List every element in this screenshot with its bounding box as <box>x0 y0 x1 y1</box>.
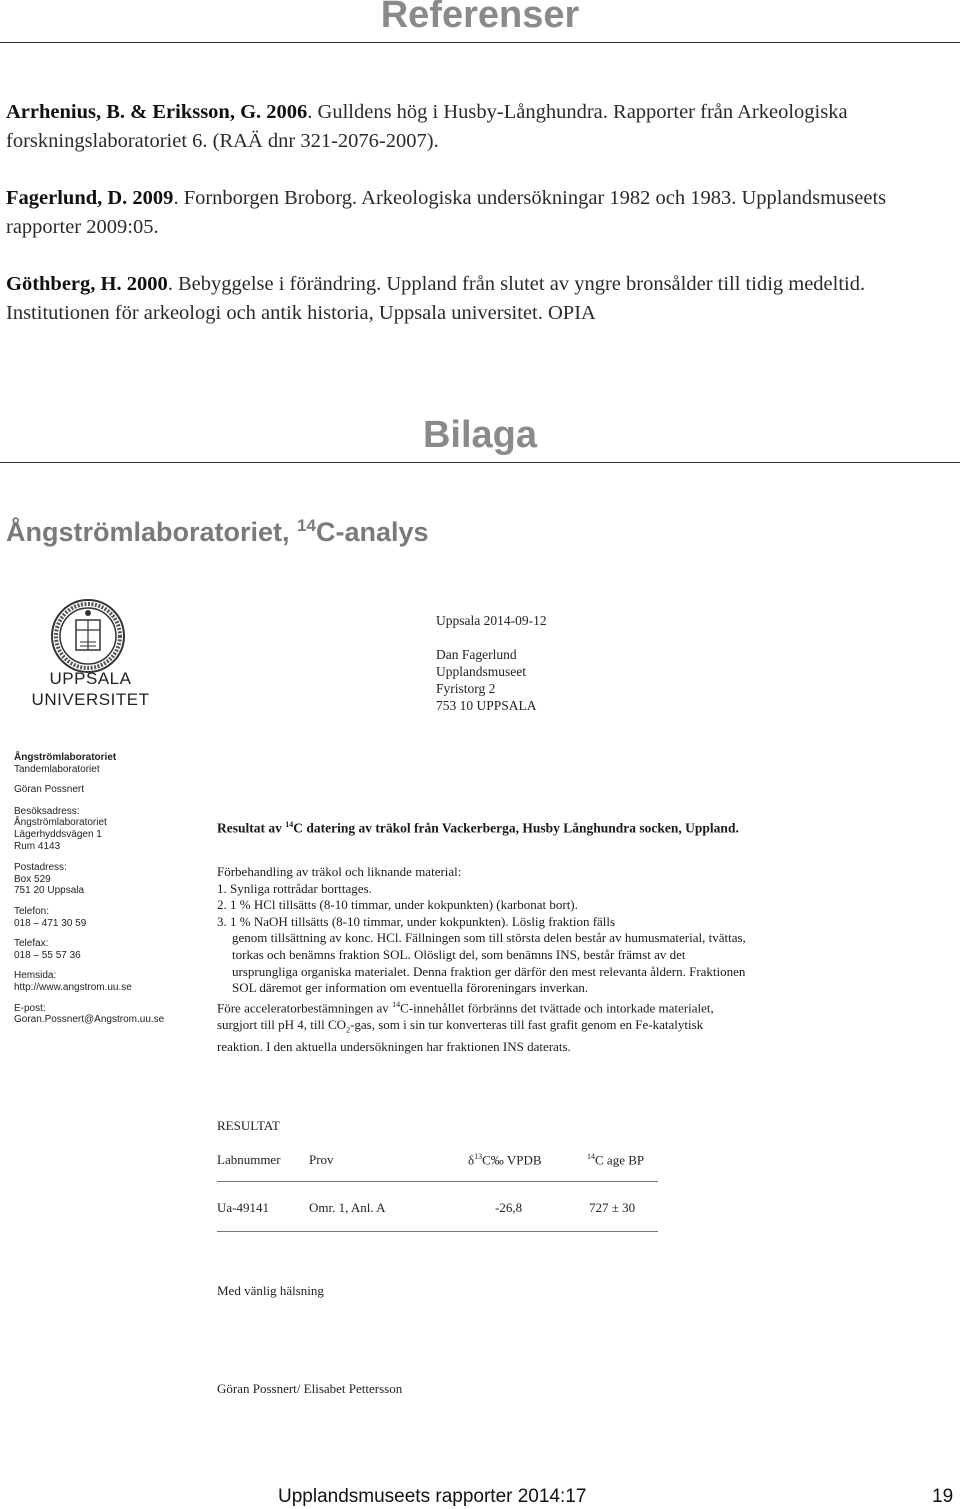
header-labnumber: Labnummer <box>217 1152 281 1167</box>
reference-author: Arrhenius, B. & Eriksson, G. 2006 <box>6 101 308 123</box>
delta-unit: C‰ VPDB <box>482 1152 542 1168</box>
delta-symbol: δ <box>468 1152 475 1168</box>
treatment-text <box>217 864 747 1055</box>
references-title: Referenser <box>380 0 580 36</box>
reference-list <box>6 98 951 356</box>
treatment-step: 1. Synliga rottrådar borttages. <box>217 880 372 896</box>
phone-number: 018 – 471 30 59 <box>14 917 87 929</box>
cell-delta: -26,8 <box>495 1200 523 1215</box>
recipient-line: Upplandsmuseet <box>436 664 526 679</box>
result-title <box>217 816 747 837</box>
university-line: UNIVERSITET <box>31 690 150 709</box>
combustion-sub: 2 <box>346 1025 351 1035</box>
reference-item <box>6 270 951 328</box>
fax-number: 018 – 55 57 36 <box>14 949 81 961</box>
letter-signers: Göran Possnert/ Elisabet Pettersson <box>217 1381 403 1396</box>
phone-label: Telefon: <box>14 905 50 917</box>
treatment-step: 3. 1 % NaOH tillsätts (8-10 timmar, under kokpunkten). Löslig fraktion fälls <box>217 913 616 929</box>
post-line: Box 529 <box>14 873 51 885</box>
university-line: UPPSALA <box>49 669 132 688</box>
recipient-address <box>436 646 537 714</box>
combustion-pre: Före acceleratorbestämningen av <box>217 1000 393 1016</box>
reference-item <box>6 98 951 156</box>
post-line: 751 20 Uppsala <box>14 885 85 897</box>
letter-closing: Med vänlig hälsning <box>217 1283 324 1298</box>
reference-author: Fagerlund, D. 2009 <box>6 187 174 209</box>
reference-item <box>6 184 951 242</box>
treatment-step-continuation: genom tillsättning av konc. HCl. Fällningen som till största delen består av humusmaterial, tvättas, torkas och benämns fraktion SOL. Olösligt del, som benämns INS, består främst av det ursprungliga organiska materialet. Denna fraktion ger därför den mest relevanta åldern. Fraktionen SOL däremot ger information om eventuella föroreningars inverkan. <box>232 930 746 996</box>
lab-subname: Tandemlaboratoriet <box>14 763 100 775</box>
treatment-heading: Förbehandling av träkol och liknande material: <box>217 864 462 879</box>
visit-label: Besöksadress: <box>14 805 80 817</box>
visit-line: Lägerhyddsvägen 1 <box>14 828 102 840</box>
cell-labnumber: Ua-49141 <box>217 1200 269 1215</box>
table-rule <box>217 1181 658 1182</box>
university-name <box>28 668 153 710</box>
reference-text: . Bebyggelse i förändring. Uppland från slutet av yngre bronsålder till tidig medeltid. Institutionen för arkeologi och antik historia, Uppsala universitet. OPIA <box>6 273 866 324</box>
email-address: Goran.Possnert@Angstrom.uu.se <box>14 1014 165 1026</box>
result-title-post: C datering av träkol från Vackerberga, Husby Långhundra socken, Uppland. <box>293 820 739 836</box>
combustion-paragraph <box>217 997 747 1056</box>
page-number: 19 <box>932 1486 954 1507</box>
header-delta <box>468 1152 542 1168</box>
header-sample: Prov <box>309 1152 334 1167</box>
lab-contact-sidebar <box>14 752 204 1026</box>
lab-name: Ångströmlaboratoriet <box>14 752 117 763</box>
header-age <box>587 1152 644 1168</box>
visit-line: Ångströmlaboratoriet <box>14 817 107 829</box>
heading-superscript: 14 <box>297 516 316 535</box>
appendix-title: Bilaga <box>422 414 538 456</box>
age-unit: C age BP <box>595 1152 645 1168</box>
reference-text: . Fornborgen Broborg. Arkeologiska undersökningar 1982 och 1983. Upplandsmuseets rapporter 2009:05. <box>6 187 887 238</box>
result-title-pre: Resultat av <box>217 820 286 836</box>
title-rule <box>0 42 960 43</box>
contact-person: Göran Possnert <box>14 784 85 796</box>
reference-author: Göthberg, H. 2000 <box>6 273 168 295</box>
treatment-step: 2. 1 % HCl tillsätts (8-10 timmar, under kokpunkten) (karbonat bort). <box>217 897 578 913</box>
combustion-sup: 14 <box>392 999 401 1009</box>
web-label: Hemsida: <box>14 970 57 982</box>
post-label: Postadress: <box>14 862 67 874</box>
visit-line: Rum 4143 <box>14 840 61 852</box>
result-title-sup: 14 <box>285 820 294 829</box>
heading-prefix: Ångströmlaboratoriet, <box>6 517 298 547</box>
footer-report-name: Upplandsmuseets rapporter 2014:17 <box>278 1486 587 1507</box>
appendix-heading <box>6 516 429 548</box>
email-label: E-post: <box>14 1002 46 1014</box>
recipient-line: 753 10 UPPSALA <box>436 698 537 713</box>
combustion-mid: C-innehållet förbränns det tvättade och intorkade materialet, surgjort till pH 4, till CO <box>217 1000 714 1032</box>
combustion-post: -gas, som i sin tur konverteras till fast grafit genom en Fe-katalytisk reaktion. I den aktuella undersökningen har fraktionen INS daterats. <box>217 1016 704 1054</box>
cell-age: 727 ± 30 <box>589 1200 636 1215</box>
reference-text: . Gulldens hög i Husby-Långhundra. Rapporter från Arkeologiska forskningslaboratoriet 6. (RAÄ dnr 321-2076-2007). <box>6 101 848 152</box>
heading-suffix: C-analys <box>315 517 429 547</box>
recipient-line: Dan Fagerlund <box>436 647 517 662</box>
letter-date: Uppsala 2014-09-12 <box>436 613 547 628</box>
age-sup: 14 <box>587 1152 595 1161</box>
appendix-rule <box>0 462 960 463</box>
web-address: http://www.angstrom.uu.se <box>14 981 132 993</box>
cell-sample: Omr. 1, Anl. A <box>309 1200 386 1215</box>
delta-sup: 13 <box>474 1152 483 1161</box>
university-seal-icon <box>50 598 126 674</box>
table-rule <box>217 1231 658 1232</box>
recipient-line: Fyristorg 2 <box>436 681 496 696</box>
fax-label: Telefax: <box>14 938 49 950</box>
results-label: RESULTAT <box>217 1118 280 1133</box>
